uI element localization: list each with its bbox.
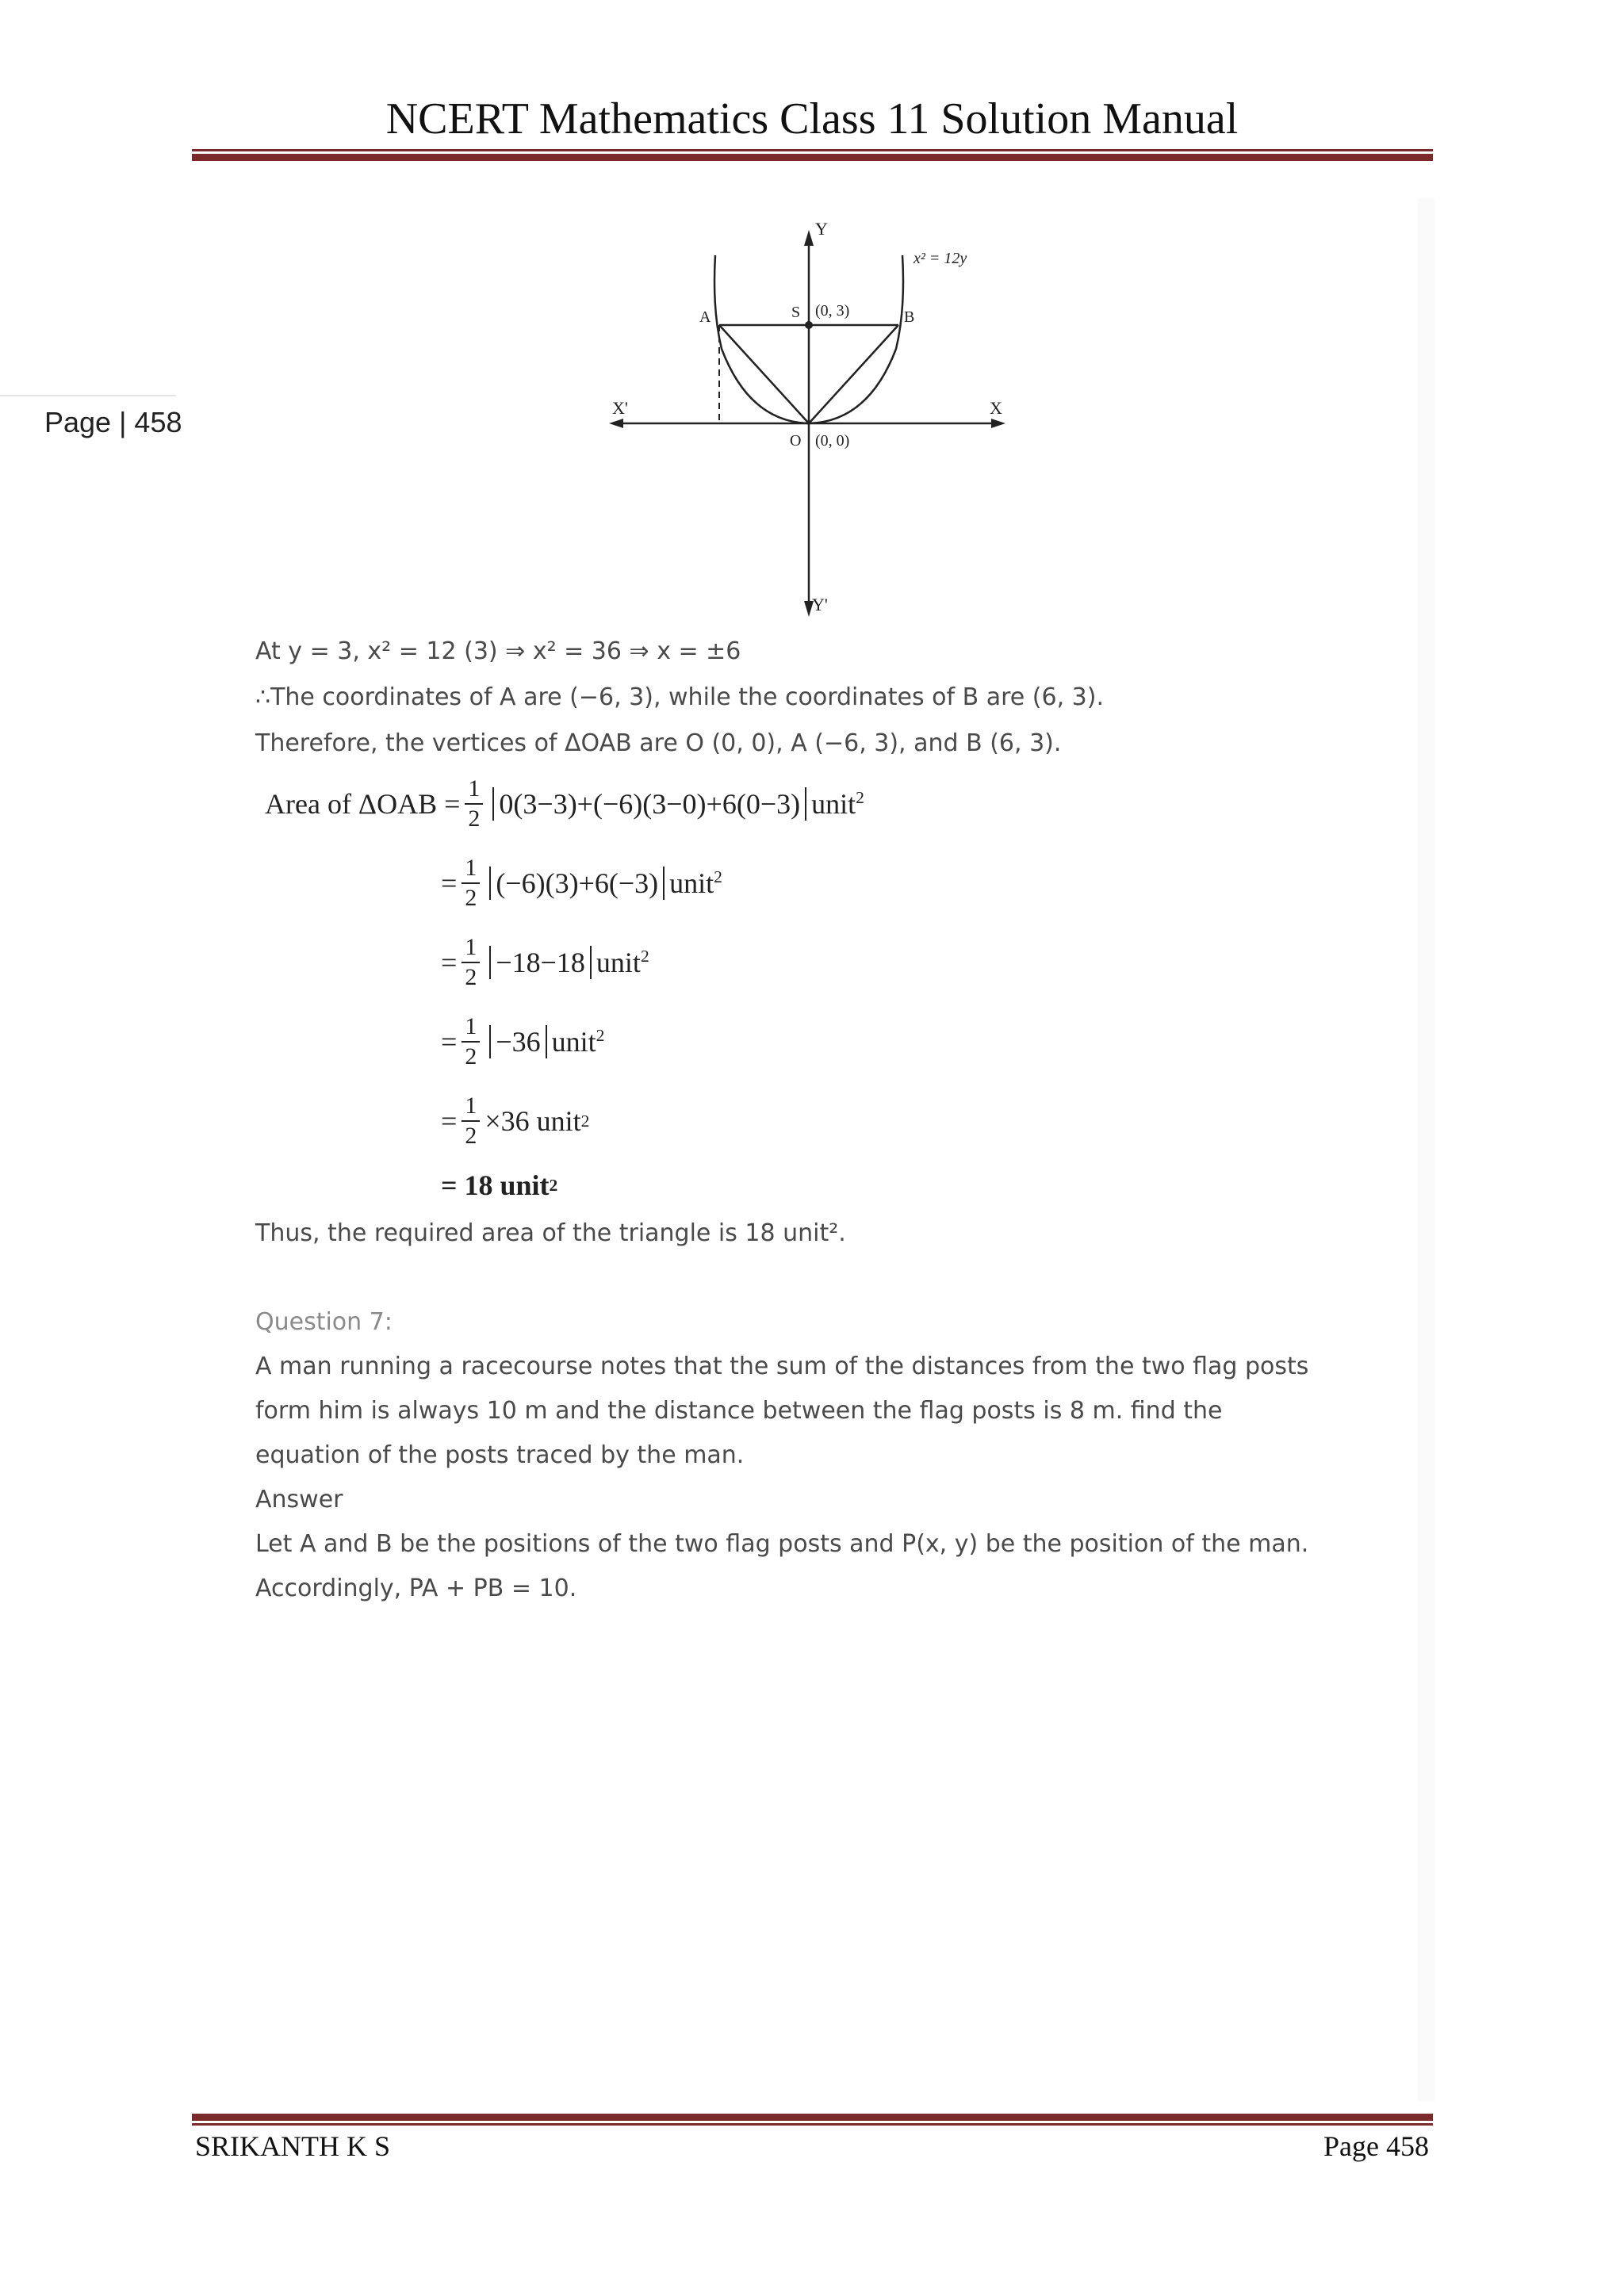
text-line-3: Therefore, the vertices of ΔOAB are O (0, 0), A (−6, 3), and B (6, 3). bbox=[255, 729, 1062, 757]
footer-rule-thick bbox=[192, 2114, 1433, 2121]
answer-line-1: Let A and B be the positions of the two flag posts and P(x, y) be the position of the man. bbox=[255, 1530, 1309, 1558]
question-line-3: equation of the posts traced by the man. bbox=[255, 1441, 745, 1469]
x-axis-arrow bbox=[991, 419, 1005, 428]
half-fraction: $\frac{1}{2}$ bbox=[465, 777, 483, 831]
answer-line-2: Accordingly, PA + PB = 10. bbox=[255, 1575, 577, 1602]
text-line-2: ∴The coordinates of A are (−6, 3), while the coordinates of B are (6, 3). bbox=[255, 683, 1104, 711]
label-o: O bbox=[790, 432, 802, 450]
label-s: S bbox=[791, 304, 801, 321]
area-step-5: = $\frac{1}{2}$ ×36 unit 2 bbox=[441, 1093, 590, 1149]
label-equation: x² = 12y bbox=[914, 250, 967, 267]
area-step-4: = $\frac{1}{2}$ −36 unit$^2$ bbox=[441, 1013, 605, 1070]
margin-divider bbox=[0, 395, 176, 396]
area-step-6: = 18 unit 2 bbox=[441, 1169, 558, 1201]
focus-point bbox=[805, 321, 813, 329]
question-line-1: A man running a racecourse notes that the sum of the distances from the two flag posts bbox=[255, 1353, 1309, 1380]
content-edge-shade bbox=[1418, 198, 1435, 2101]
page-header-title: NCERT Mathematics Class 11 Solution Manual bbox=[385, 94, 1239, 144]
answer-label: Answer bbox=[255, 1486, 343, 1513]
header-rule-thick bbox=[192, 154, 1433, 161]
footer-page-number: Page 458 bbox=[1323, 2130, 1429, 2162]
abs-expr-1: 0(3−3)+(−6)(3−0)+6(0−3) bbox=[492, 787, 806, 821]
times-36: ×36 unit bbox=[485, 1105, 581, 1137]
abs-expr-4: −36 bbox=[489, 1025, 546, 1058]
y-axis-arrow bbox=[804, 230, 814, 246]
label-o-coords: (0, 0) bbox=[815, 432, 850, 450]
label-s-coords: (0, 3) bbox=[815, 302, 850, 320]
footer-author: SRIKANTH K S bbox=[195, 2130, 391, 2162]
conclusion-line: Thus, the required area of the triangle is 18 unit². bbox=[255, 1219, 846, 1247]
label-y-neg: Y' bbox=[812, 595, 828, 614]
area-lhs: Area of ΔOAB = bbox=[265, 788, 461, 820]
area-step-3: = $\frac{1}{2}$ −18−18 unit$^2$ bbox=[441, 934, 649, 990]
label-b: B bbox=[904, 308, 915, 326]
header-rule-thin bbox=[192, 149, 1433, 151]
label-y: Y bbox=[815, 219, 828, 239]
label-x-neg: X' bbox=[612, 398, 628, 418]
margin-page-label: Page | 458 bbox=[44, 406, 182, 438]
area-step-2: = $\frac{1}{2}$ (−6)(3)+6(−3) unit$^2$ bbox=[441, 855, 722, 911]
footer-rule-thin bbox=[192, 2123, 1433, 2126]
question-line-2: form him is always 10 m and the distance between the flag posts is 8 m. find the bbox=[255, 1397, 1223, 1425]
parabola-figure bbox=[603, 214, 1015, 626]
unit-1: unit$^2$ bbox=[811, 788, 864, 820]
question-heading: Question 7: bbox=[255, 1308, 393, 1336]
x-axis-neg-arrow bbox=[609, 419, 623, 428]
area-step-1 bbox=[265, 777, 864, 831]
text-line-1: At y = 3, x² = 12 (3) ⇒ x² = 36 ⇒ x = ±6 bbox=[255, 637, 741, 665]
label-a: A bbox=[699, 308, 711, 326]
abs-expr-2: (−6)(3)+6(−3) bbox=[489, 867, 665, 900]
abs-expr-3: −18−18 bbox=[489, 946, 592, 979]
area-result: = 18 unit bbox=[441, 1169, 550, 1201]
label-x: X bbox=[990, 398, 1002, 418]
